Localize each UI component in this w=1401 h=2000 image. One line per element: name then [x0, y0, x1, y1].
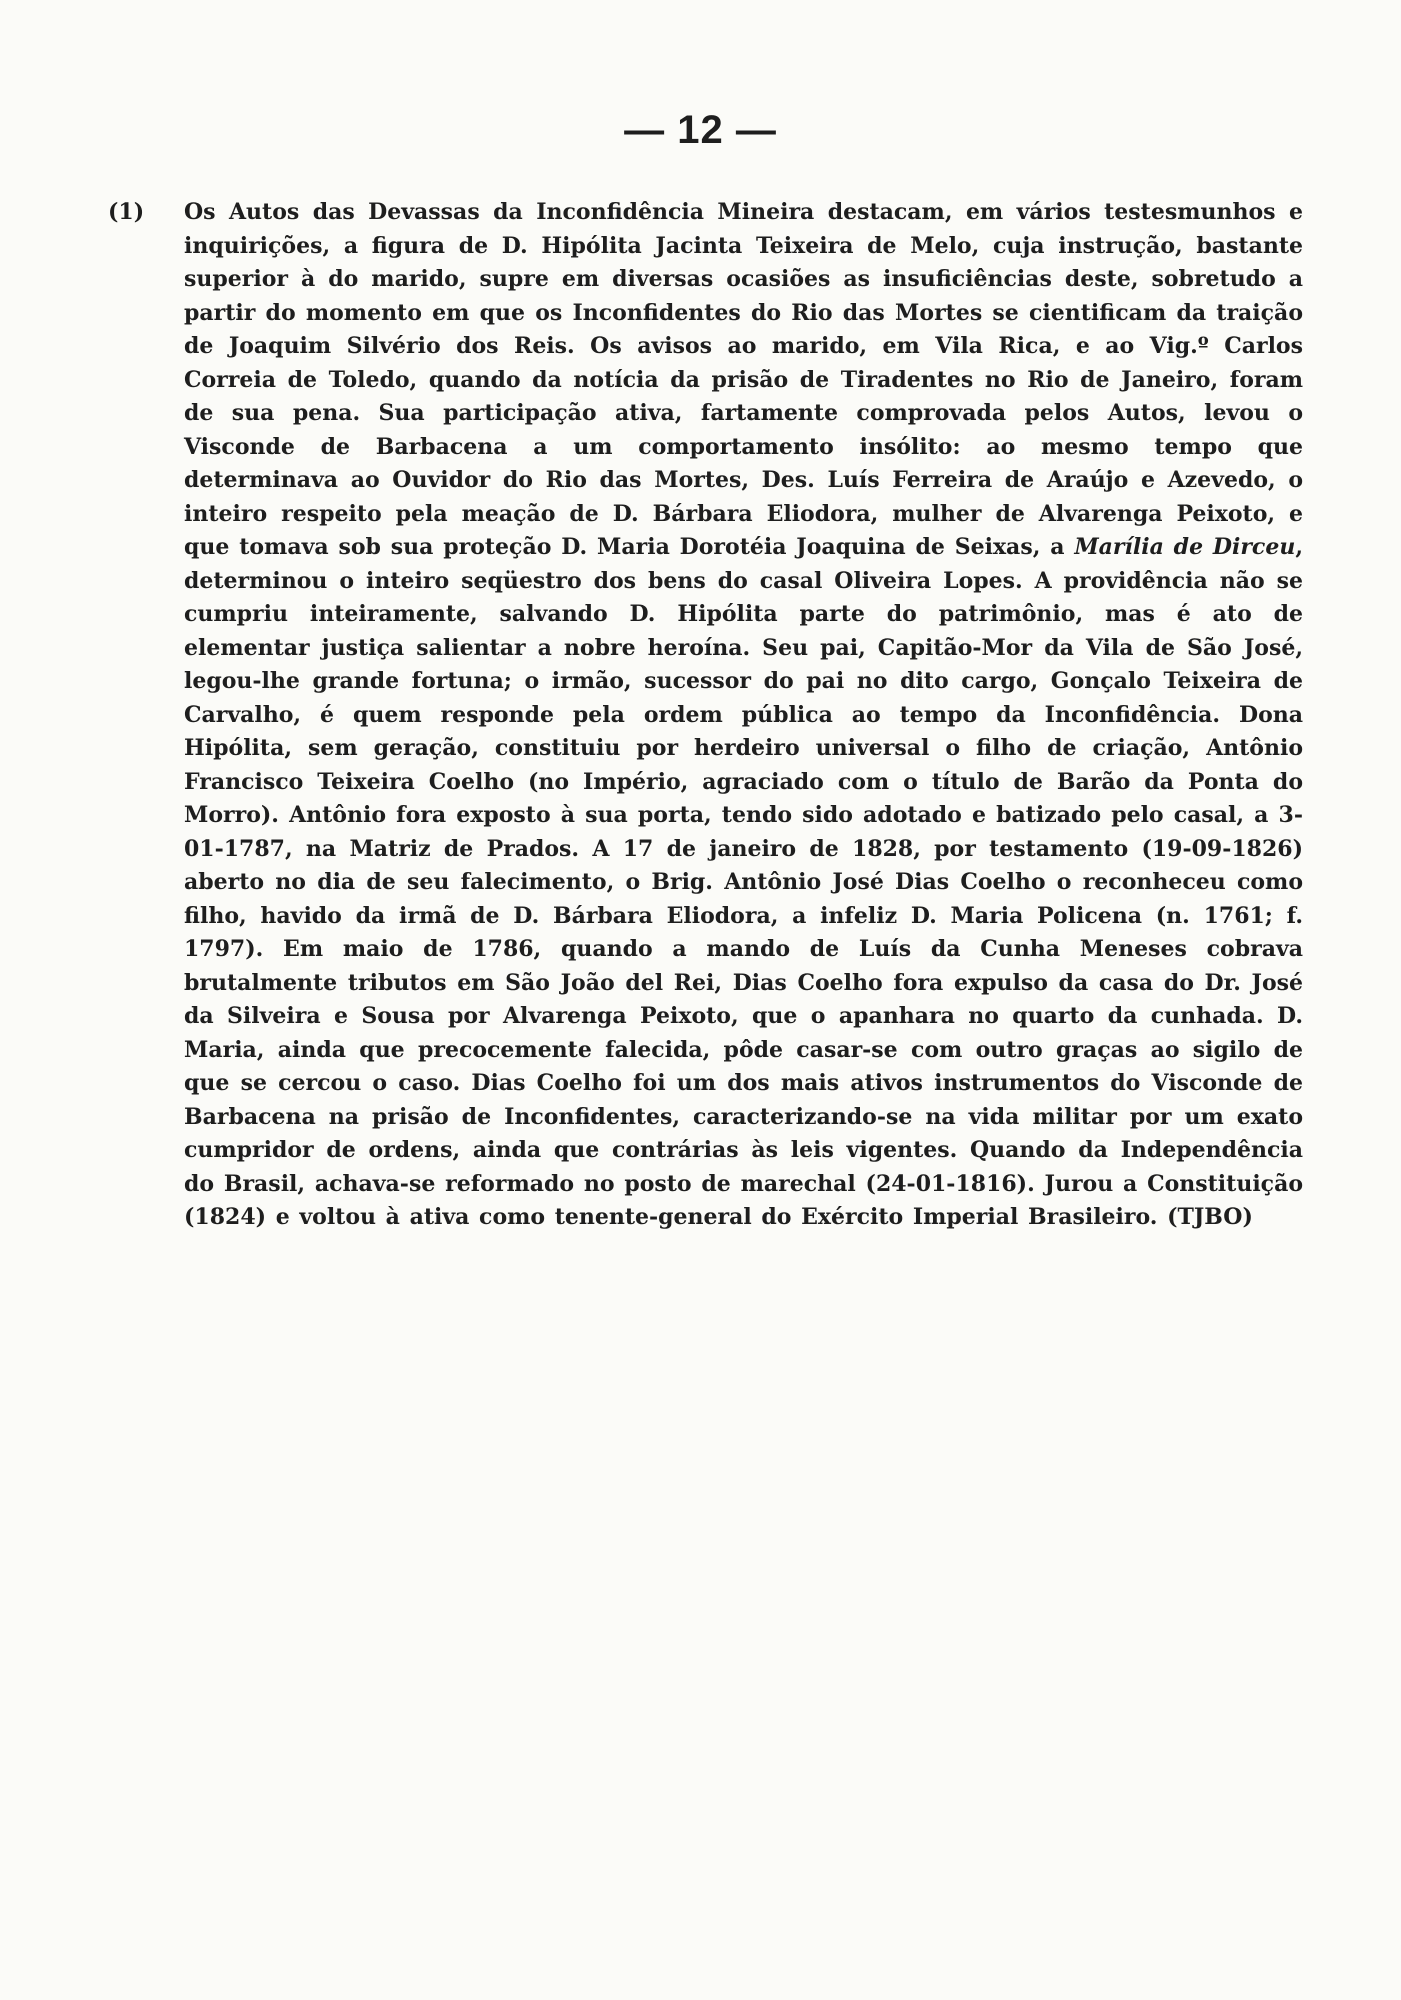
- footnote-text-part-1: Os Autos das Devassas da Inconfidência Mineira destacam, em vários testesmunhos e inquirições, a figura de D. Hipólita Jacinta Teixeira de Melo, cuja instrução, bastante superior à do marido, supre em diversas ocasiões as insuficiências deste, sobretudo a partir do momento em que os Inconfidentes do Rio das Mortes se cientificam da traição de Joaquim Silvério dos Reis. Os avisos ao marido, em Vila Rica, e ao Vig.º Carlos Correia de Toledo, quando da notícia da prisão de Tiradentes no Rio de Janeiro, foram de sua pena. Sua participação ativa, fartamente comprovada pelos Autos, levou o Visconde de Barbacena a um comportamento insólito: ao mesmo tempo que determinava ao Ouvidor do Rio das Mortes, Des. Luís Ferreira de Araújo e Azevedo, o inteiro respeito pela meação de D. Bárbara Eliodora, mulher de Alvarenga Peixoto, e que tomava sob sua proteção D. Maria Dorotéia Joaquina de Seixas, a: [184, 199, 1303, 560]
- footnote-text-part-2: , determinou o inteiro seqüestro dos bens do casal Oliveira Lopes. A providência não se cumpriu inteiramente, salvando D. Hipólita parte do patrimônio, mas é ato de elementar justiça salientar a nobre heroína. Seu pai, Capitão-Mor da Vila de São José, legou-lhe grande fortuna; o irmão, sucessor do pai no dito cargo, Gonçalo Teixeira de Carvalho, é quem responde pela ordem pública ao tempo da Inconfidência. Dona Hipólita, sem geração, constituiu por herdeiro universal o filho de criação, Antônio Francisco Teixeira Coelho (no Império, agraciado com o título de Barão da Ponta do Morro). Antônio fora exposto à sua porta, tendo sido adotado e batizado pelo casal, a 3-01-1787, na Matriz de Prados. A 17 de janeiro de 1828, por testamento (19-09-1826) aberto no dia de seu falecimento, o Brig. Antônio José Dias Coelho o reconheceu como filho, havido da irmã de D. Bárbara Eliodora, a infeliz D. Maria Policena (n. 1761; f. 1797). Em maio de 1786, quando a mando de Luís da Cunha Meneses cobrava brutalmente tributos em São João del Rei, Dias Coelho fora expulso da casa do Dr. José da Silveira e Sousa por Alvarenga Peixoto, que o apanhara no quarto da cunhada. D. Maria, ainda que precocemente falecida, pôde casar-se com outro graças ao sigilo de que se cercou o caso. Dias Coelho foi um dos mais ativos instrumentos do Visconde de Barbacena na prisão de Inconfidentes, caracterizando-se na vida militar por um exato cumpridor de ordens, ainda que contrárias às leis vigentes. Quando da Independência do Brasil, achava-se reformado no posto de marechal (24-01-1816). Jurou a Constituição (1824) e voltou à ativa como tenente-general do Exército Imperial Brasileiro. (TJBO): [184, 534, 1303, 1230]
- work-title-italic: Marília de Dirceu: [1074, 534, 1296, 560]
- page-number: — 12 —: [624, 108, 777, 152]
- footnote-marker: (1): [108, 199, 145, 225]
- footnote-text: [184, 196, 1303, 1235]
